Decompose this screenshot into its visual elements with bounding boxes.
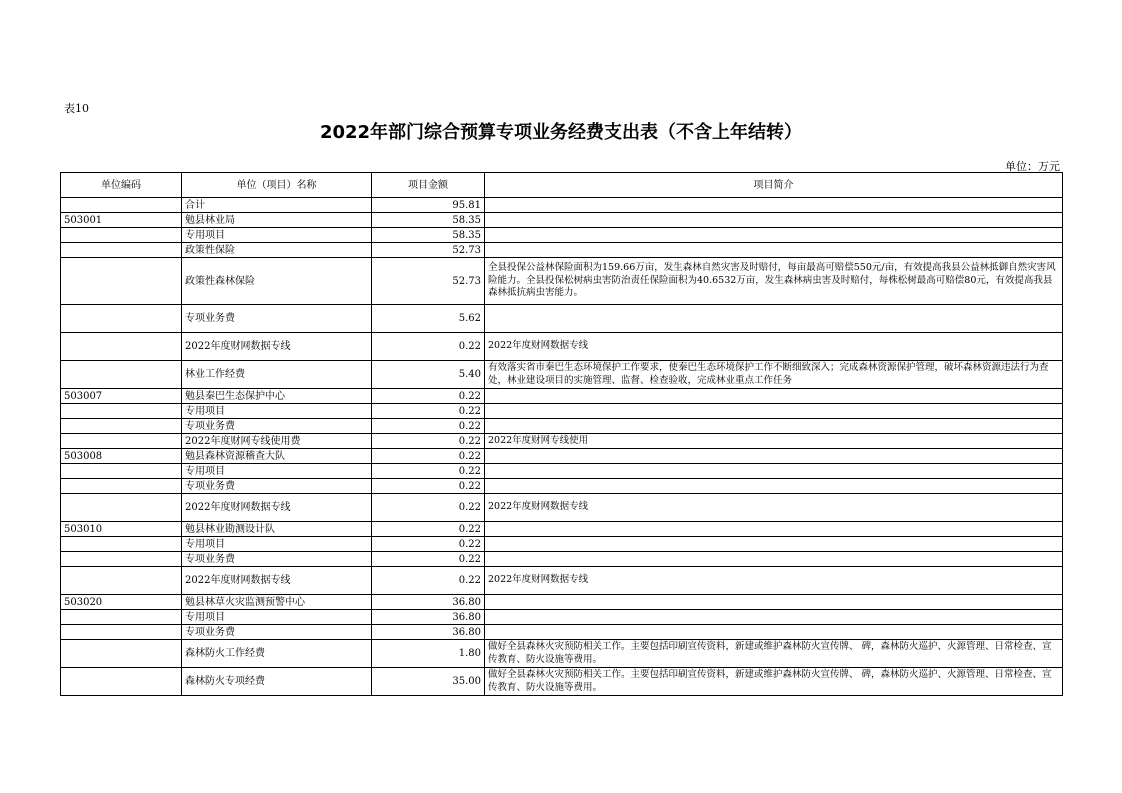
unit-code-cell: 503010 xyxy=(61,522,182,537)
description-cell xyxy=(485,305,1063,333)
description-cell xyxy=(485,389,1063,404)
amount-cell: 58.35 xyxy=(372,228,485,243)
table-row xyxy=(61,595,1063,610)
table-row xyxy=(61,305,1063,333)
unit-name-cell: 勉县林业勘测设计队 xyxy=(182,522,372,537)
table-row xyxy=(61,389,1063,404)
amount-cell: 52.73 xyxy=(372,258,485,305)
amount-cell: 0.22 xyxy=(372,434,485,449)
unit-name-cell: 政策性保险 xyxy=(182,243,372,258)
unit-code-cell xyxy=(61,625,182,640)
unit-name-cell: 2022年度财网数据专线 xyxy=(182,333,372,361)
table-row xyxy=(61,419,1063,434)
table-row xyxy=(61,449,1063,464)
table-body xyxy=(61,198,1063,696)
unit-code-cell xyxy=(61,640,182,668)
table-row xyxy=(61,464,1063,479)
unit-label: 单位：万元 xyxy=(1005,160,1060,173)
description-cell xyxy=(485,595,1063,610)
unit-code-cell xyxy=(61,404,182,419)
unit-name-cell: 专用项目 xyxy=(182,610,372,625)
amount-cell: 52.73 xyxy=(372,243,485,258)
description-cell xyxy=(485,610,1063,625)
unit-code-cell xyxy=(61,333,182,361)
table-header-row xyxy=(61,173,1063,198)
header-amount: 项目金额 xyxy=(372,173,485,198)
unit-code-cell xyxy=(61,668,182,696)
page-title: 2022年部门综合预算专项业务经费支出表（不含上年结转） xyxy=(319,122,803,143)
unit-name-cell: 2022年度财网专线使用费 xyxy=(182,434,372,449)
unit-code-cell xyxy=(61,567,182,595)
header-unit-code: 单位编码 xyxy=(61,173,182,198)
unit-code-cell xyxy=(61,537,182,552)
description-cell xyxy=(485,552,1063,567)
table-row xyxy=(61,567,1063,595)
description-cell xyxy=(485,228,1063,243)
amount-cell: 36.80 xyxy=(372,625,485,640)
amount-cell: 0.22 xyxy=(372,404,485,419)
amount-cell: 0.22 xyxy=(372,567,485,595)
unit-name-cell: 勉县林业局 xyxy=(182,213,372,228)
description-cell: 2022年度财网专线使用 xyxy=(485,434,1063,449)
amount-cell: 36.80 xyxy=(372,595,485,610)
description-cell xyxy=(485,625,1063,640)
unit-name-cell: 专用项目 xyxy=(182,537,372,552)
table-row xyxy=(61,228,1063,243)
table-row xyxy=(61,404,1063,419)
budget-table xyxy=(60,172,1063,696)
unit-code-cell xyxy=(61,419,182,434)
amount-cell: 0.22 xyxy=(372,389,485,404)
description-cell xyxy=(485,449,1063,464)
unit-code-cell xyxy=(61,552,182,567)
description-cell: 做好全县森林火灾预防相关工作。主要包括印刷宣传资料，新建或维护森林防火宣传牌、 碑，森林防火巡护、火源管理、日常检查、宣传教育、防火设施等费用。 xyxy=(485,640,1063,668)
unit-name-cell: 勉县森林资源稽查大队 xyxy=(182,449,372,464)
table-row xyxy=(61,668,1063,696)
unit-code-cell xyxy=(61,479,182,494)
table-number-label: 表10 xyxy=(64,102,89,115)
amount-cell: 1.80 xyxy=(372,640,485,668)
description-cell: 2022年度财网数据专线 xyxy=(485,567,1063,595)
amount-cell: 95.81 xyxy=(372,198,485,213)
description-cell: 做好全县森林火灾预防相关工作。主要包括印刷宣传资料，新建或维护森林防火宣传牌、 碑，森林防火巡护、火源管理、日常检查、宣传教育、防火设施等费用。 xyxy=(485,668,1063,696)
unit-code-cell: 503001 xyxy=(61,213,182,228)
table-row xyxy=(61,494,1063,522)
unit-name-cell: 专用项目 xyxy=(182,228,372,243)
description-cell: 2022年度财网数据专线 xyxy=(485,494,1063,522)
header-description: 项目简介 xyxy=(485,173,1063,198)
description-cell xyxy=(485,198,1063,213)
unit-name-cell: 专项业务费 xyxy=(182,419,372,434)
amount-cell: 0.22 xyxy=(372,449,485,464)
unit-code-cell xyxy=(61,243,182,258)
amount-cell: 0.22 xyxy=(372,333,485,361)
table-row xyxy=(61,213,1063,228)
description-cell xyxy=(485,243,1063,258)
unit-name-cell: 森林防火专项经费 xyxy=(182,668,372,696)
description-cell xyxy=(485,464,1063,479)
table-row xyxy=(61,552,1063,567)
table-row xyxy=(61,258,1063,305)
description-cell xyxy=(485,404,1063,419)
amount-cell: 0.22 xyxy=(372,552,485,567)
table-row xyxy=(61,522,1063,537)
table-row xyxy=(61,610,1063,625)
table-row xyxy=(61,361,1063,389)
description-cell xyxy=(485,213,1063,228)
amount-cell: 5.62 xyxy=(372,305,485,333)
unit-code-cell xyxy=(61,464,182,479)
unit-code-cell xyxy=(61,610,182,625)
unit-code-cell xyxy=(61,494,182,522)
unit-name-cell: 专项业务费 xyxy=(182,479,372,494)
table-row xyxy=(61,243,1063,258)
unit-name-cell: 专用项目 xyxy=(182,404,372,419)
unit-code-cell xyxy=(61,258,182,305)
amount-cell: 0.22 xyxy=(372,419,485,434)
table-row xyxy=(61,198,1063,213)
table-row xyxy=(61,640,1063,668)
amount-cell: 0.22 xyxy=(372,479,485,494)
unit-name-cell: 2022年度财网数据专线 xyxy=(182,494,372,522)
table-row xyxy=(61,333,1063,361)
unit-name-cell: 专项业务费 xyxy=(182,305,372,333)
amount-cell: 0.22 xyxy=(372,464,485,479)
description-cell: 2022年度财网数据专线 xyxy=(485,333,1063,361)
unit-name-cell: 森林防火工作经费 xyxy=(182,640,372,668)
unit-name-cell: 合计 xyxy=(182,198,372,213)
amount-cell: 0.22 xyxy=(372,537,485,552)
amount-cell: 36.80 xyxy=(372,610,485,625)
amount-cell: 5.40 xyxy=(372,361,485,389)
unit-name-cell: 勉县林草火灾监测预警中心 xyxy=(182,595,372,610)
description-cell: 全县投保公益林保险面积为159.66万亩，发生森林自然灾害及时赔付，每亩最高可赔偿550元/亩，有效提高我县公益林抵御自然灾害风险能力。全县投保松树病虫害防治责任保险面积为40.6532万亩，发生森林病虫害及时赔付，每株松树最高可赔偿80元，有效提高我县森林抵抗病虫害能力。 xyxy=(485,258,1063,305)
unit-name-cell: 专项业务费 xyxy=(182,552,372,567)
unit-name-cell: 专项业务费 xyxy=(182,625,372,640)
unit-code-cell: 503007 xyxy=(61,389,182,404)
description-cell xyxy=(485,479,1063,494)
amount-cell: 0.22 xyxy=(372,494,485,522)
unit-code-cell xyxy=(61,228,182,243)
description-cell xyxy=(485,537,1063,552)
unit-code-cell: 503020 xyxy=(61,595,182,610)
description-cell xyxy=(485,522,1063,537)
unit-code-cell xyxy=(61,434,182,449)
description-cell xyxy=(485,419,1063,434)
table-row xyxy=(61,479,1063,494)
table-row xyxy=(61,625,1063,640)
unit-name-cell: 2022年度财网数据专线 xyxy=(182,567,372,595)
table-row xyxy=(61,434,1063,449)
unit-code-cell xyxy=(61,361,182,389)
unit-code-cell: 503008 xyxy=(61,449,182,464)
table-row xyxy=(61,537,1063,552)
unit-name-cell: 政策性森林保险 xyxy=(182,258,372,305)
unit-code-cell xyxy=(61,198,182,213)
unit-code-cell xyxy=(61,305,182,333)
unit-name-cell: 勉县秦巴生态保护中心 xyxy=(182,389,372,404)
amount-cell: 58.35 xyxy=(372,213,485,228)
amount-cell: 0.22 xyxy=(372,522,485,537)
unit-name-cell: 专用项目 xyxy=(182,464,372,479)
amount-cell: 35.00 xyxy=(372,668,485,696)
description-cell: 有效落实省市秦巴生态环境保护工作要求，使秦巴生态环境保护工作不断细致深入；完成森林资源保护管理，破坏森林资源违法行为查处，林业建设项目的实施管理、监督、检查验收，完成林业重点工作任务 xyxy=(485,361,1063,389)
header-unit-name: 单位（项目）名称 xyxy=(182,173,372,198)
unit-name-cell: 林业工作经费 xyxy=(182,361,372,389)
